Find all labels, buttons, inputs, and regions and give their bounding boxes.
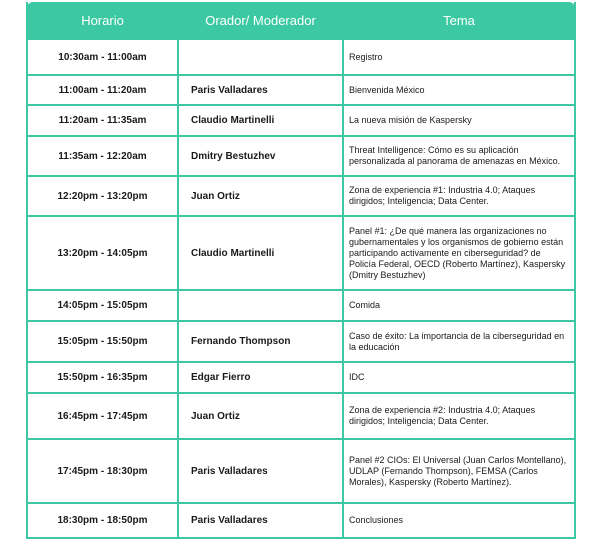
table-row xyxy=(27,105,575,136)
speaker-cell xyxy=(178,39,343,75)
topic-cell: Threat Intelligence: Cómo es su aplicación personalizada al panorama de amenazas en México. xyxy=(343,136,575,176)
topic-cell: IDC xyxy=(343,362,575,393)
speaker-cell: Paris Valladares xyxy=(178,75,343,105)
time-cell: 16:45pm - 17:45pm xyxy=(27,393,178,439)
topic-cell: Comida xyxy=(343,290,575,321)
speaker-cell: Juan Ortiz xyxy=(178,176,343,216)
table-row xyxy=(27,290,575,321)
speaker-cell: Juan Ortiz xyxy=(178,393,343,439)
topic-cell: Caso de éxito: La importancia de la ciberseguridad en la educación xyxy=(343,321,575,362)
table-row xyxy=(27,439,575,503)
header-row xyxy=(27,2,575,39)
time-cell: 11:00am - 11:20am xyxy=(27,75,178,105)
column-header-topic: Tema xyxy=(343,2,575,39)
speaker-cell: Edgar Fierro xyxy=(178,362,343,393)
table-row xyxy=(27,216,575,290)
table-row xyxy=(27,136,575,176)
table-row xyxy=(27,321,575,362)
speaker-cell: Claudio Martinelli xyxy=(178,216,343,290)
topic-cell: Zona de experiencia #2: Industria 4.0; Ataques dirigidos; Inteligencia; Data Center. xyxy=(343,393,575,439)
time-cell: 14:05pm - 15:05pm xyxy=(27,290,178,321)
time-cell: 10:30am - 11:00am xyxy=(27,39,178,75)
speaker-cell: Dmitry Bestuzhev xyxy=(178,136,343,176)
table-row xyxy=(27,176,575,216)
table-row xyxy=(27,75,575,105)
topic-cell: Bienvenida México xyxy=(343,75,575,105)
speaker-cell: Fernando Thompson xyxy=(178,321,343,362)
topic-cell: Panel #1: ¿De qué manera las organizaciones no gubernamentales y los organismos de gobierno están participando activamente en ciberseguridad? de Policía Federal, OECD (Roberto Martínez), Kaspersky (Dmitry Bestuzhev) xyxy=(343,216,575,290)
speaker-cell: Paris Valladares xyxy=(178,439,343,503)
table-row xyxy=(27,503,575,538)
topic-cell: Panel #2 CIOs: El Universal (Juan Carlos Montellano), UDLAP (Fernando Thompson), FEMSA (Carlos Morales), Kaspersky (Roberto Martínez). xyxy=(343,439,575,503)
time-cell: 12:20pm - 13:20pm xyxy=(27,176,178,216)
time-cell: 18:30pm - 18:50pm xyxy=(27,503,178,538)
time-cell: 11:20am - 11:35am xyxy=(27,105,178,136)
table-row xyxy=(27,362,575,393)
schedule-container xyxy=(26,2,574,547)
topic-cell: Conclusiones xyxy=(343,503,575,538)
schedule-table xyxy=(26,2,576,539)
speaker-cell: Claudio Martinelli xyxy=(178,105,343,136)
speaker-cell: Paris Valladares xyxy=(178,503,343,538)
topic-cell: La nueva misión de Kaspersky xyxy=(343,105,575,136)
column-header-time: Horario xyxy=(27,2,178,39)
column-header-speaker: Orador/ Moderador xyxy=(178,2,343,39)
time-cell: 11:35am - 12:20am xyxy=(27,136,178,176)
time-cell: 17:45pm - 18:30pm xyxy=(27,439,178,503)
topic-cell: Registro xyxy=(343,39,575,75)
table-row xyxy=(27,39,575,75)
topic-cell: Zona de experiencia #1: Industria 4.0; Ataques dirigidos; Inteligencia; Data Center. xyxy=(343,176,575,216)
time-cell: 13:20pm - 14:05pm xyxy=(27,216,178,290)
speaker-cell xyxy=(178,290,343,321)
time-cell: 15:50pm - 16:35pm xyxy=(27,362,178,393)
table-row xyxy=(27,393,575,439)
time-cell: 15:05pm - 15:50pm xyxy=(27,321,178,362)
